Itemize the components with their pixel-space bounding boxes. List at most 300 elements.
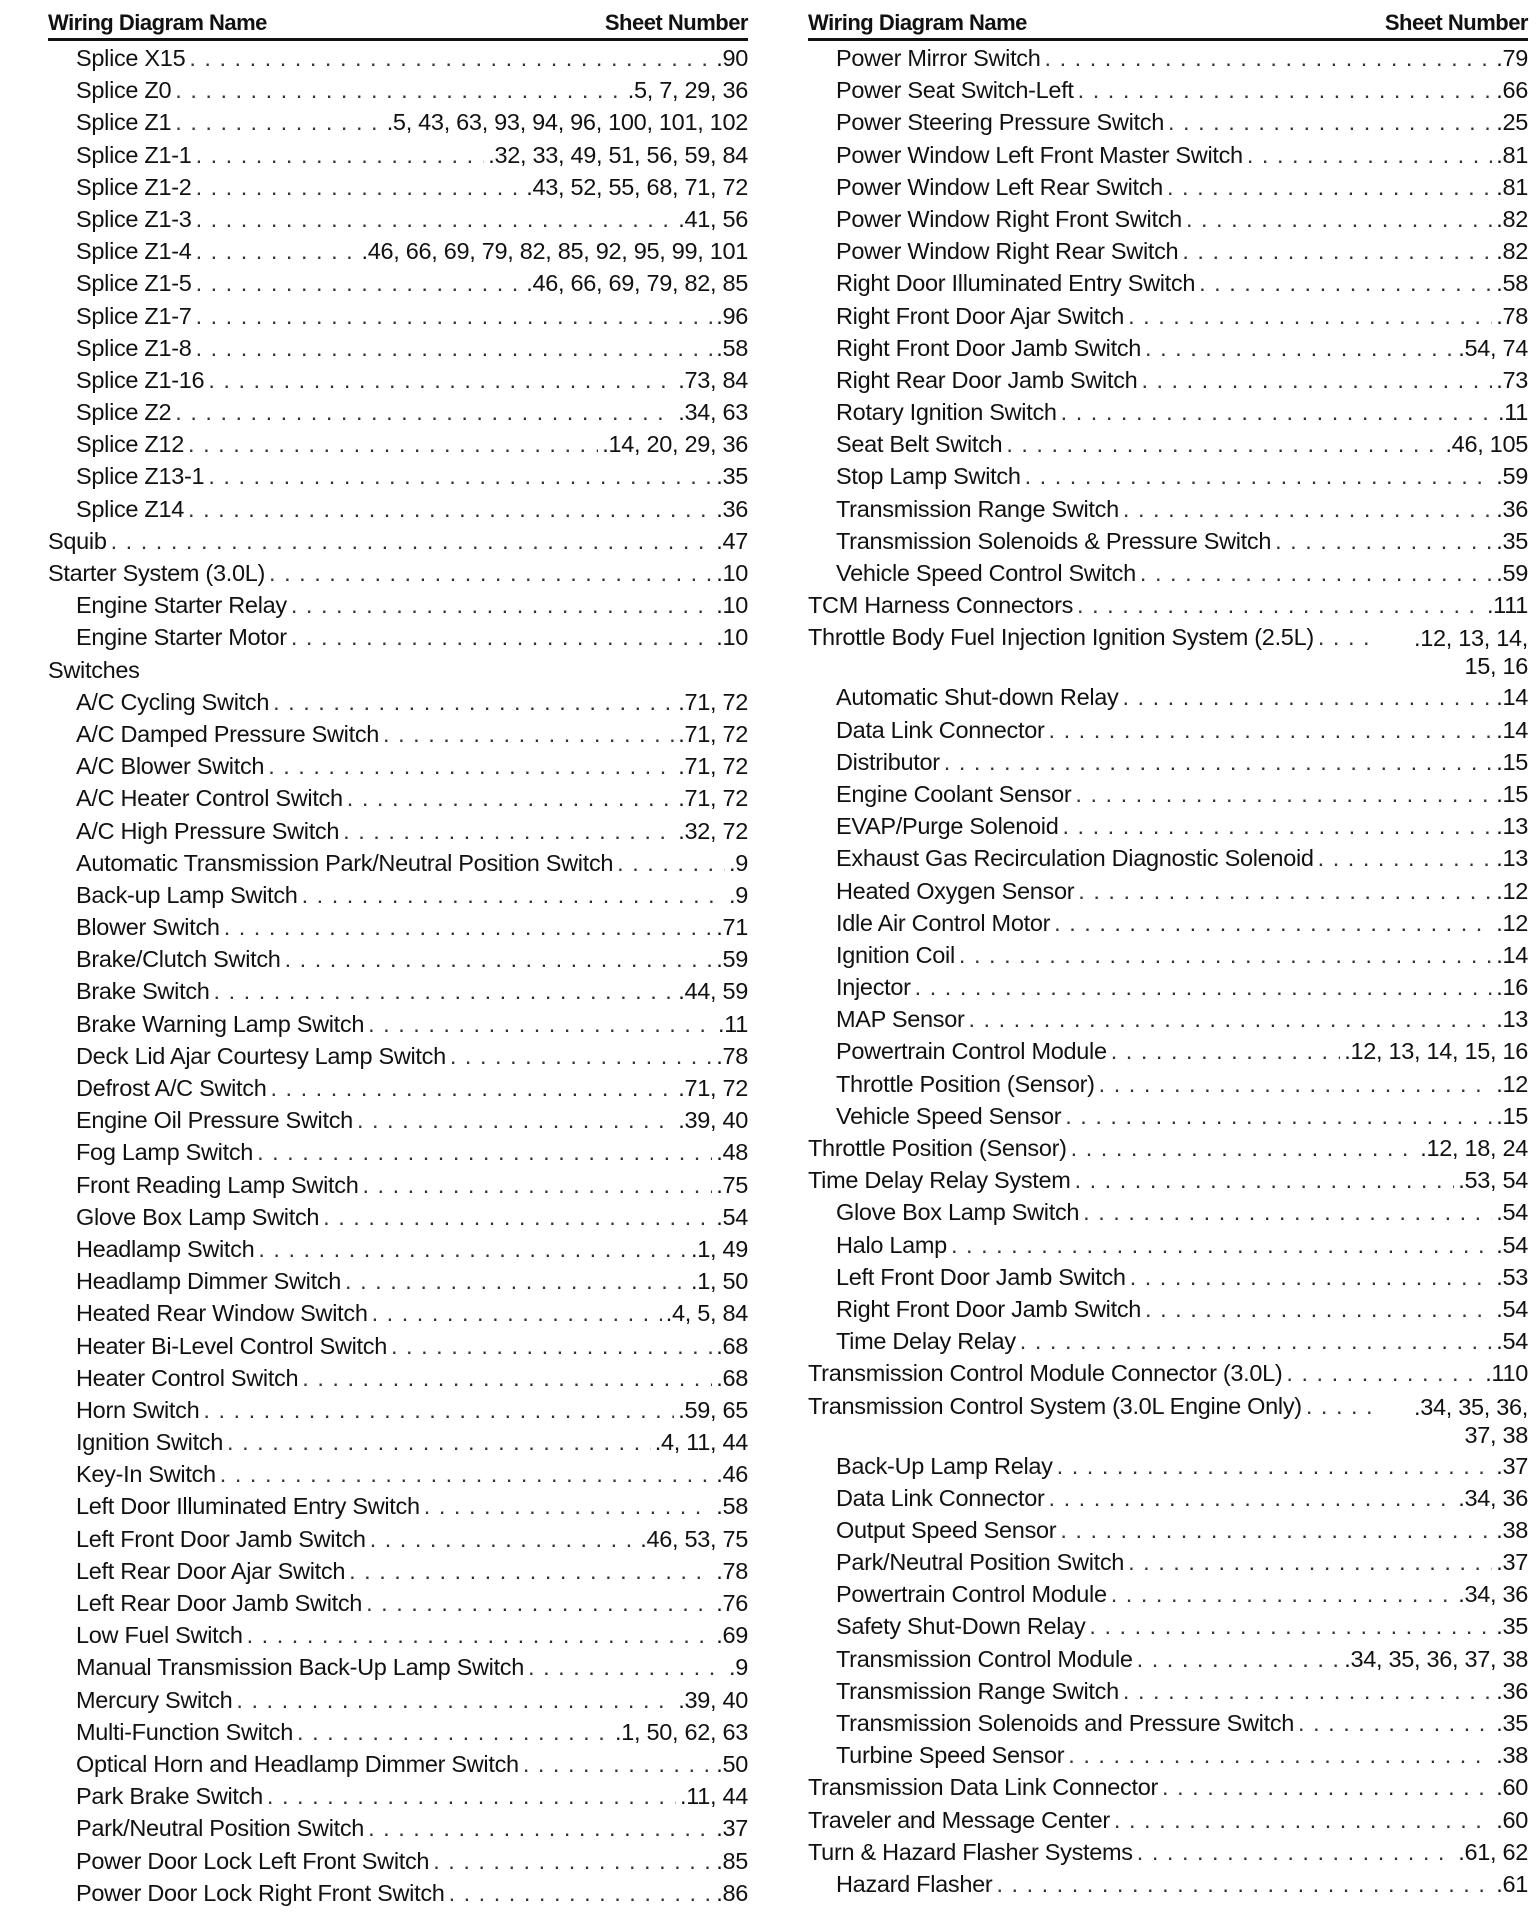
entry-sheet-number: .96 xyxy=(716,302,748,329)
index-entry xyxy=(48,1815,748,1847)
entry-name: Transmission Control System (3.0L Engine Only) xyxy=(808,1392,1302,1419)
dot-leader xyxy=(196,174,523,201)
dot-leader xyxy=(370,1526,637,1553)
entry-name: Output Speed Sensor xyxy=(836,1516,1057,1543)
entry-name: Splice Z1-5 xyxy=(76,270,192,297)
entry-sheet-number: .54 xyxy=(1496,1328,1528,1355)
entry-name: Injector xyxy=(836,974,911,1001)
entry-sheet-number: .12 xyxy=(1496,909,1528,936)
entry-name: Left Front Door Jamb Switch xyxy=(76,1525,366,1552)
index-entry xyxy=(808,431,1528,463)
index-entry xyxy=(808,1393,1528,1453)
entry-name: Exhaust Gas Recirculation Diagnostic Solenoid xyxy=(836,845,1314,872)
dot-leader xyxy=(267,1783,676,1810)
entry-sheet-number: .61, 62 xyxy=(1458,1838,1528,1865)
index-entry xyxy=(808,496,1528,528)
entry-name: Low Fuel Switch xyxy=(76,1622,243,1649)
index-entry xyxy=(48,946,748,978)
entry-name: Splice Z1-8 xyxy=(76,334,192,361)
dot-leader xyxy=(368,1011,714,1038)
entry-name: Horn Switch xyxy=(76,1396,200,1423)
entry-sheet-number: .58 xyxy=(716,334,748,361)
entry-name: Heated Rear Window Switch xyxy=(76,1300,368,1327)
entry-name: Transmission Control Module Connector (3.0L) xyxy=(808,1360,1283,1387)
index-entry xyxy=(48,1558,748,1590)
dot-leader xyxy=(951,1232,1492,1259)
entry-sheet-number: .71 xyxy=(716,914,748,941)
entry-name: Splice X15 xyxy=(76,45,186,71)
entry-sheet-number: .48 xyxy=(716,1139,748,1166)
dot-leader xyxy=(1137,1646,1341,1673)
entry-name: Engine Starter Relay xyxy=(76,592,287,619)
index-entry xyxy=(808,942,1528,974)
index-entry xyxy=(48,1751,748,1783)
dot-leader xyxy=(1137,1839,1454,1866)
dot-leader xyxy=(349,1558,712,1585)
index-entry xyxy=(48,1654,748,1686)
entry-sheet-number: .1, 50 xyxy=(691,1268,748,1295)
entry-sheet-number: .38 xyxy=(1496,1516,1528,1543)
entry-sheet-number: .12 xyxy=(1496,877,1528,904)
index-entry xyxy=(48,818,748,850)
index-entry xyxy=(48,528,748,560)
entry-name: Power Window Left Rear Switch xyxy=(836,173,1163,200)
entry-sheet-number: .37 xyxy=(716,1815,748,1842)
dot-leader xyxy=(347,785,674,812)
entry-sheet-number: .78 xyxy=(716,1042,748,1069)
index-entry xyxy=(808,684,1528,716)
right-entry-list xyxy=(808,45,1528,1903)
entry-name: Power Door Lock Right Front Switch xyxy=(76,1879,445,1906)
dot-leader xyxy=(1306,1393,1374,1420)
index-entry xyxy=(48,77,748,109)
entry-sheet-number: .82 xyxy=(1496,205,1528,232)
index-entry xyxy=(48,399,748,431)
entry-name: Splice Z1-3 xyxy=(76,205,192,232)
entry-name: Powertrain Control Module xyxy=(836,1038,1107,1065)
entry-name: Right Front Door Jamb Switch xyxy=(836,334,1142,361)
entry-sheet-number: .60 xyxy=(1496,1806,1528,1833)
index-entry xyxy=(48,431,748,463)
entry-name: Time Delay Relay xyxy=(836,1328,1016,1355)
index-entry xyxy=(808,717,1528,749)
index-entry xyxy=(48,1172,748,1204)
dot-leader xyxy=(1167,174,1492,201)
dot-leader xyxy=(1020,1328,1492,1355)
entry-sheet-number: .46, 53, 75 xyxy=(640,1525,748,1552)
index-entry xyxy=(48,1880,748,1912)
entry-sheet-number: .47 xyxy=(716,527,748,554)
dot-leader xyxy=(302,1365,712,1392)
dot-leader xyxy=(1099,1071,1493,1098)
index-entry xyxy=(808,463,1528,495)
index-entry xyxy=(808,206,1528,238)
entry-name: Turbine Speed Sensor xyxy=(836,1742,1065,1769)
entry-sheet-number: .59 xyxy=(1496,560,1528,586)
entry-name: Mercury Switch xyxy=(76,1686,233,1713)
entry-name: Squib xyxy=(48,527,107,554)
index-entry xyxy=(808,1038,1528,1070)
entry-sheet-number: .12 xyxy=(1496,1070,1528,1097)
index-entry xyxy=(808,367,1528,399)
dot-leader xyxy=(1145,1296,1492,1323)
dot-leader xyxy=(1062,813,1492,840)
dot-leader xyxy=(1071,1135,1417,1162)
entry-sheet-number: .110 xyxy=(1485,1360,1528,1387)
dot-leader xyxy=(1162,1774,1492,1801)
entry-sheet-number: .25 xyxy=(1496,109,1528,136)
entry-name: Back-Up Lamp Relay xyxy=(836,1452,1053,1479)
dot-leader xyxy=(220,1461,712,1488)
dot-leader xyxy=(1006,431,1441,458)
entry-sheet-number: .5, 43, 63, 93, 94, 96, 100, 101, 102 xyxy=(386,109,748,136)
entry-sheet-number: .9 xyxy=(729,849,748,876)
dot-leader xyxy=(224,914,713,941)
entry-name: Heated Oxygen Sensor xyxy=(836,877,1075,904)
entry-name: Transmission Range Switch xyxy=(836,1677,1119,1704)
entry-sheet-number: .53, 54 xyxy=(1458,1167,1528,1194)
dot-leader xyxy=(1298,1710,1492,1737)
entry-name: Splice Z1 xyxy=(76,109,172,136)
entry-name: Back-up Lamp Switch xyxy=(76,881,298,908)
entry-sheet-number: .78 xyxy=(716,1557,748,1584)
dot-leader xyxy=(111,528,713,555)
index-entry xyxy=(48,1333,748,1365)
entry-name: Transmission Solenoids and Pressure Switch xyxy=(836,1710,1295,1736)
index-entry xyxy=(48,496,748,528)
entry-name: Vehicle Speed Sensor xyxy=(836,1102,1062,1129)
entry-name: Left Front Door Jamb Switch xyxy=(836,1263,1126,1290)
entry-name: EVAP/Purge Solenoid xyxy=(836,813,1059,840)
entry-sheet-number: .34, 36 xyxy=(1458,1484,1528,1511)
entry-name: Splice Z1-2 xyxy=(76,173,192,200)
entry-sheet-number: .38 xyxy=(1496,1742,1528,1769)
dot-leader xyxy=(391,1333,712,1360)
right-column-header xyxy=(808,10,1528,41)
entry-name: Splice Z1-16 xyxy=(76,366,205,393)
dot-leader xyxy=(1083,1199,1492,1226)
entry-name: Brake Switch xyxy=(76,978,210,1005)
entry-name: Splice Z13-1 xyxy=(76,463,205,490)
index-entry xyxy=(808,1360,1528,1392)
index-entry xyxy=(808,1232,1528,1264)
index-entry xyxy=(808,1103,1528,1135)
dot-leader xyxy=(208,367,674,394)
entry-name: Headlamp Switch xyxy=(76,1235,255,1262)
index-entry xyxy=(48,560,748,592)
entry-name: Safety Shut-Down Relay xyxy=(836,1613,1086,1640)
index-entry xyxy=(808,528,1528,560)
entry-sheet-number: .4, 5, 84 xyxy=(665,1300,748,1327)
entry-sheet-number: .14 xyxy=(1496,941,1528,968)
entry-name: Vehicle Speed Control Switch xyxy=(836,560,1136,586)
entry-sheet-number: .60 xyxy=(1496,1774,1528,1801)
index-entry xyxy=(48,1365,748,1397)
entry-sheet-number: .10 xyxy=(716,624,748,651)
index-entry xyxy=(48,1011,748,1043)
entry-name: Splice Z2 xyxy=(76,399,172,426)
entry-name: Front Reading Lamp Switch xyxy=(76,1171,359,1198)
entry-sheet-number: .14 xyxy=(1496,716,1528,743)
index-entry xyxy=(808,560,1528,592)
entry-name: Hazard Flasher xyxy=(836,1870,993,1897)
index-entry xyxy=(48,1719,748,1751)
index-entry xyxy=(48,45,748,77)
dot-leader xyxy=(915,974,1493,1001)
entry-name: Distributor xyxy=(836,748,940,775)
dot-leader xyxy=(357,1107,674,1134)
dot-leader xyxy=(1130,1264,1493,1291)
dot-leader xyxy=(372,1300,662,1327)
dot-leader xyxy=(258,1236,687,1263)
sheet-column-heading: Sheet Number xyxy=(1384,10,1528,35)
entry-sheet-number: .15 xyxy=(1496,1102,1528,1129)
entry-sheet-number: .39, 40 xyxy=(678,1107,748,1134)
index-entry xyxy=(808,1006,1528,1038)
entry-name: Engine Coolant Sensor xyxy=(836,780,1072,807)
dot-leader xyxy=(1199,270,1492,297)
index-entry xyxy=(808,335,1528,367)
entry-sheet-number: .36 xyxy=(1496,1677,1528,1704)
dot-leader xyxy=(383,721,674,748)
entry-sheet-number: .37 xyxy=(1496,1549,1528,1576)
index-entry xyxy=(48,1300,748,1332)
dot-leader xyxy=(450,1043,712,1070)
dot-leader xyxy=(1049,717,1493,744)
entry-sheet-number: .46, 66, 69, 79, 82, 85 xyxy=(526,270,748,297)
entry-name: Splice Z14 xyxy=(76,495,185,522)
index-entry xyxy=(808,878,1528,910)
dot-leader xyxy=(323,1204,712,1231)
dot-leader xyxy=(368,1815,712,1842)
entry-name: Brake/Clutch Switch xyxy=(76,946,281,973)
dot-leader xyxy=(1049,1485,1455,1512)
entry-name: Right Front Door Jamb Switch xyxy=(836,1295,1142,1322)
dot-leader xyxy=(1286,1360,1481,1387)
dot-leader xyxy=(1065,1103,1492,1130)
entry-sheet-number: .35 xyxy=(1496,1710,1528,1736)
index-entry xyxy=(48,1236,748,1268)
index-entry xyxy=(808,1774,1528,1806)
dot-leader xyxy=(1077,592,1483,619)
index-entry xyxy=(808,1871,1528,1903)
index-entry xyxy=(808,1678,1528,1710)
entry-name: Glove Box Lamp Switch xyxy=(836,1199,1080,1226)
entry-name: Transmission Data Link Connector xyxy=(808,1774,1159,1801)
index-entry xyxy=(48,882,748,914)
entry-name: Powertrain Control Module xyxy=(836,1581,1107,1608)
dot-leader xyxy=(433,1848,712,1875)
entry-name: Power Mirror Switch xyxy=(836,45,1041,71)
index-entry xyxy=(808,1135,1528,1167)
index-entry xyxy=(48,753,748,785)
dot-leader xyxy=(1111,1581,1455,1608)
index-entry xyxy=(48,1783,748,1815)
entry-sheet-number: .12, 13, 14, 15, 16 xyxy=(1414,625,1528,680)
index-entry xyxy=(48,1493,748,1525)
index-entry xyxy=(48,1622,748,1654)
dot-leader xyxy=(196,238,358,265)
dot-leader xyxy=(203,1397,674,1424)
index-entry xyxy=(48,142,748,174)
index-entry xyxy=(808,1167,1528,1199)
entry-name: Engine Oil Pressure Switch xyxy=(76,1107,353,1134)
entry-name: Splice Z1-7 xyxy=(76,302,192,329)
dot-leader xyxy=(1078,77,1493,104)
index-entry xyxy=(808,974,1528,1006)
entry-name: Power Door Lock Left Front Switch xyxy=(76,1847,430,1874)
entry-sheet-number: .10 xyxy=(716,592,748,619)
dot-leader xyxy=(1128,1549,1492,1576)
entry-sheet-number: .35 xyxy=(1496,1613,1528,1640)
entry-sheet-number: .71, 72 xyxy=(678,1075,748,1101)
entry-sheet-number: .12, 13, 14, 15, 16 xyxy=(1344,1038,1528,1065)
entry-sheet-number: .79 xyxy=(1496,45,1528,71)
index-entry xyxy=(48,1429,748,1461)
entry-sheet-number: .82 xyxy=(1496,238,1528,265)
index-entry xyxy=(808,1199,1528,1231)
dot-leader xyxy=(273,689,674,716)
entry-sheet-number: .71, 72 xyxy=(678,753,748,780)
entry-sheet-number: .32, 72 xyxy=(678,817,748,844)
entry-sheet-number: .9 xyxy=(729,881,748,908)
dot-leader xyxy=(1061,399,1494,426)
dot-leader xyxy=(1186,206,1492,233)
entry-sheet-number: .34, 35, 36, 37, 38 xyxy=(1414,1393,1528,1448)
entry-name: Defrost A/C Switch xyxy=(76,1075,267,1101)
sheet-column-heading: Sheet Number xyxy=(604,10,748,35)
entry-name: Heater Bi-Level Control Switch xyxy=(76,1332,387,1359)
dot-leader xyxy=(1025,463,1493,490)
entry-sheet-number: .54, 74 xyxy=(1458,334,1528,361)
left-entry-list xyxy=(48,45,748,1912)
index-entry xyxy=(48,850,748,882)
entry-name: Throttle Body Fuel Injection Ignition System (2.5L) xyxy=(808,624,1314,651)
index-entry xyxy=(48,914,748,946)
entry-name: Turn & Hazard Flasher Systems xyxy=(808,1838,1133,1865)
dot-leader xyxy=(285,946,713,973)
index-entry xyxy=(48,1590,748,1622)
name-column-heading: Wiring Diagram Name xyxy=(48,10,267,35)
entry-sheet-number: .66 xyxy=(1496,77,1528,104)
entry-sheet-number: .69 xyxy=(716,1622,748,1649)
dot-leader xyxy=(1054,910,1492,937)
index-entry xyxy=(48,463,748,495)
entry-sheet-number: .90 xyxy=(716,45,748,71)
entry-sheet-number: .35 xyxy=(1496,527,1528,554)
entry-name: Headlamp Dimmer Switch xyxy=(76,1268,342,1295)
dot-leader xyxy=(1145,335,1454,362)
entry-name: Splice Z0 xyxy=(76,77,172,104)
entry-sheet-number: .46, 66, 69, 79, 82, 85, 92, 95, 99, 101 xyxy=(361,238,748,265)
index-entry xyxy=(808,1646,1528,1678)
dot-leader xyxy=(196,303,713,330)
entry-sheet-number: .11, 44 xyxy=(679,1783,748,1810)
entry-name: TCM Harness Connectors xyxy=(808,592,1074,619)
entry-name: Right Door Illuminated Entry Switch xyxy=(836,270,1196,297)
index-entry xyxy=(808,174,1528,206)
index-entry xyxy=(48,1687,748,1719)
dot-leader xyxy=(175,77,624,104)
entry-sheet-number: .59 xyxy=(1496,463,1528,490)
entry-name: A/C Blower Switch xyxy=(76,753,265,780)
dot-leader xyxy=(268,753,674,780)
entry-name: Switches xyxy=(48,656,140,683)
dot-leader xyxy=(528,1654,725,1681)
entry-name: Heater Control Switch xyxy=(76,1364,299,1391)
index-entry xyxy=(48,367,748,399)
dot-leader xyxy=(343,818,674,845)
entry-name: Power Window Left Front Master Switch xyxy=(836,141,1243,168)
entry-name: Engine Starter Motor xyxy=(76,624,287,651)
index-entry xyxy=(808,813,1528,845)
index-entry xyxy=(808,1613,1528,1645)
entry-sheet-number: .1, 49 xyxy=(691,1235,748,1262)
dot-leader xyxy=(1075,1167,1455,1194)
entry-name: A/C Heater Control Switch xyxy=(76,785,343,812)
dot-leader xyxy=(236,1687,674,1714)
index-entry xyxy=(808,1710,1528,1742)
entry-sheet-number: .61 xyxy=(1496,1870,1528,1897)
dot-leader xyxy=(189,45,712,72)
dot-leader xyxy=(291,624,712,651)
dot-leader xyxy=(175,109,382,136)
entry-sheet-number: .37 xyxy=(1496,1452,1528,1479)
entry-sheet-number: .35 xyxy=(716,463,748,490)
index-entry xyxy=(808,624,1528,684)
entry-name: Glove Box Lamp Switch xyxy=(76,1203,320,1230)
entry-sheet-number: .75 xyxy=(716,1171,748,1198)
entry-name: Optical Horn and Headlamp Dimmer Switch xyxy=(76,1750,519,1777)
entry-name: Ignition Switch xyxy=(76,1429,224,1456)
dot-leader xyxy=(1078,878,1492,905)
entry-sheet-number: .111 xyxy=(1486,592,1528,619)
dot-leader xyxy=(269,560,712,587)
entry-sheet-number: .36 xyxy=(716,495,748,522)
entry-name: Automatic Transmission Park/Neutral Position Switch xyxy=(76,849,614,876)
dot-leader xyxy=(196,270,523,297)
dot-leader xyxy=(424,1493,712,1520)
entry-name: Throttle Position (Sensor) xyxy=(836,1070,1095,1097)
dot-leader xyxy=(617,850,725,877)
index-entry xyxy=(808,1264,1528,1296)
entry-sheet-number: .58 xyxy=(1496,270,1528,297)
entry-sheet-number: .81 xyxy=(1496,173,1528,200)
entry-name: Left Door Illuminated Entry Switch xyxy=(76,1493,420,1520)
entry-sheet-number: .14 xyxy=(1496,684,1528,711)
entry-sheet-number: .32, 33, 49, 51, 56, 59, 84 xyxy=(488,141,748,168)
index-entry xyxy=(808,781,1528,813)
entry-sheet-number: .43, 52, 55, 68, 71, 72 xyxy=(526,173,748,200)
dot-leader xyxy=(188,431,598,458)
index-entry xyxy=(808,270,1528,302)
entry-name: Splice Z12 xyxy=(76,431,185,458)
dot-leader xyxy=(345,1268,687,1295)
index-entry xyxy=(48,1107,748,1139)
entry-sheet-number: .46 xyxy=(716,1461,748,1488)
dot-leader xyxy=(271,1075,675,1102)
entry-sheet-number: .85 xyxy=(716,1847,748,1874)
dot-leader xyxy=(1168,109,1492,136)
entry-name: Data Link Connector xyxy=(836,716,1045,743)
entry-name: Right Front Door Ajar Switch xyxy=(836,302,1125,329)
entry-sheet-number: .36 xyxy=(1496,495,1528,522)
dot-leader xyxy=(196,335,713,362)
entry-sheet-number: .59 xyxy=(716,946,748,973)
entry-sheet-number: .34, 36 xyxy=(1458,1581,1528,1608)
dot-leader xyxy=(944,749,1492,776)
entry-sheet-number: .78 xyxy=(1496,302,1528,329)
